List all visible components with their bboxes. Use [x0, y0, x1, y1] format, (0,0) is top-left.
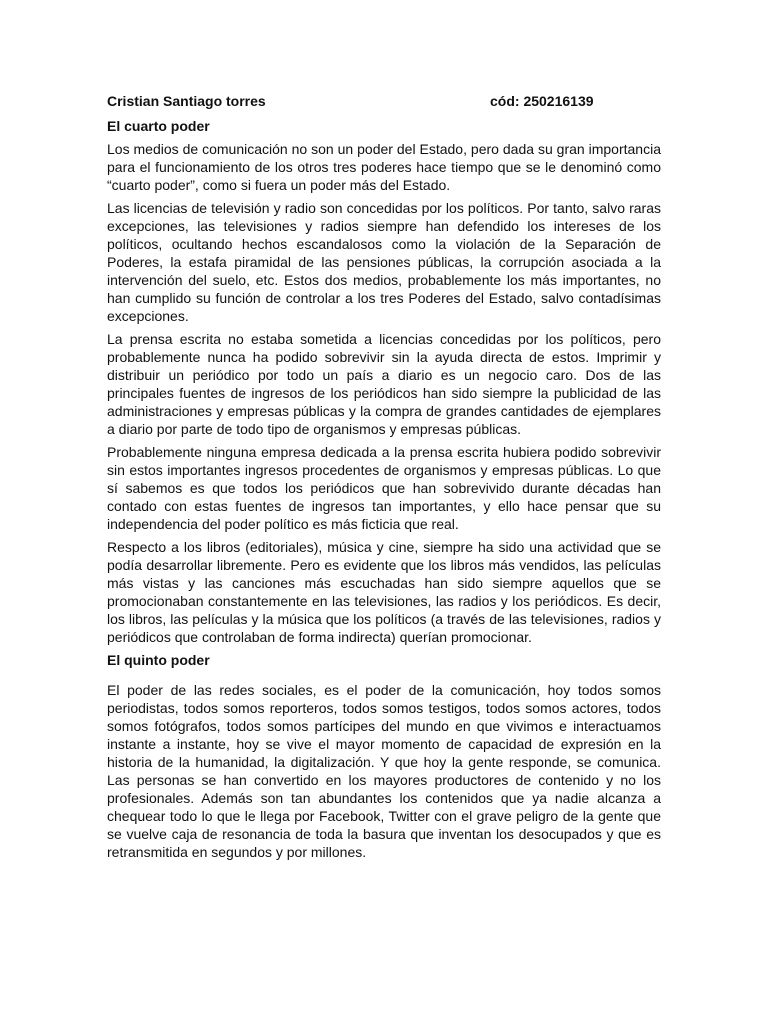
document-header: [107, 92, 661, 110]
author-name: Cristian Santiago torres: [107, 93, 266, 109]
paragraph: El poder de las redes sociales, es el poder de la comunicación, hoy todos somos periodistas, todos somos reporteros, todos somos testigos, todos somos actores, todos somos fotógrafos, todos somos partícipes del mundo en que vivimos e interactuamos instante a instante, hoy se vive el mayor momento de capacidad de expresión en la historia de la humanidad, la digitalización. Y que hoy la gente responde, se comunica. Las personas se han convertido en los mayores productores de contenido y no los profesionales. Además son tan abundantes los contenidos que ya nadie alcanza a chequear todo lo que le llega por Facebook, Twitter con el grave peligro de la gente que se vuelve caja de resonancia de toda la basura que inventan los desocupados y que es retransmitida en segundos y por millones.: [107, 682, 661, 860]
paragraph: La prensa escrita no estaba sometida a licencias concedidas por los políticos, pero probablemente nunca ha podido sobrevivir sin la ayuda directa de estos. Imprimir y distribuir un periódico por todo un país a diario es un negocio caro. Dos de las principales fuentes de ingresos de los periódicos han sido siempre la publicidad de las administraciones y empresas públicas y la compra de grandes cantidades de ejemplares a diario por parte de todo tipo de organismos y empresas públicas.: [107, 331, 661, 437]
section-title-cuarto-poder: El cuarto poder: [107, 118, 210, 134]
paragraph: Probablemente ninguna empresa dedicada a la prensa escrita hubiera podido sobrevivir sin estos importantes ingresos procedentes de organismos y empresas públicas. Lo que sí sabemos es que todos los periódicos que han sobrevivido durante décadas han contado con estas fuentes de ingresos tan importantes, y ello hace pensar que su independencia del poder político es más ficticia que real.: [107, 444, 661, 532]
section-title-quinto-poder: El quinto poder: [107, 652, 210, 668]
student-code: cód: 250216139: [490, 93, 594, 109]
paragraph: Respecto a los libros (editoriales), música y cine, siempre ha sido una actividad que se podía desarrollar libremente. Pero es evidente que los libros más vendidos, las películas más vistas y las canciones más escuchadas han sido siempre aquellos que se promocionaban constantemente en las televisiones, las radios y los periódicos. Es decir, los libros, las películas y la música que los políticos (a través de las televisiones, radios y periódicos que controlaban de forma indirecta) querían promocionar.: [107, 539, 661, 645]
document-page: [107, 92, 661, 866]
paragraph: Las licencias de televisión y radio son concedidas por los políticos. Por tanto, salvo raras excepciones, las televisiones y radios siempre han defendido los intereses de los políticos, ocultando hechos escandalosos como la violación de la Separación de Poderes, la estafa piramidal de las pensiones públicas, la corrupción asociada a la intervención del suelo, etc. Estos dos medios, probablemente los más importantes, no han cumplido su función de controlar a los tres Poderes del Estado, salvo contadísimas excepciones.: [107, 200, 661, 324]
paragraph: Los medios de comunicación no son un poder del Estado, pero dada su gran importancia para el funcionamiento de los otros tres poderes hace tiempo que se le denominó como “cuarto poder”, como si fuera un poder más del Estado.: [107, 141, 661, 193]
